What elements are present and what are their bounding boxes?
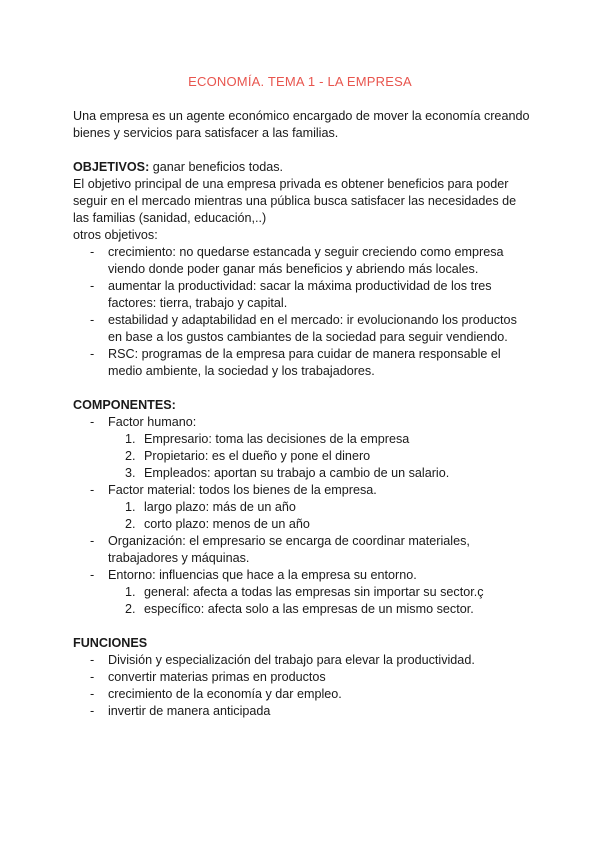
numbered-item: 2. específico: afecta solo a las empresas de un mismo sector. [125,602,474,616]
list-item-entorno: - Entorno: influencias que hace a la empresa su entorno. [73,567,533,584]
entorno-list [73,584,533,618]
objetivos-list [73,244,533,380]
document-title: ECONOMÍA. TEMA 1 - LA EMPRESA [188,74,412,89]
objetivos-heading: OBJETIVOS: [73,160,150,174]
list-item: - estabilidad y adaptabilidad en el mercado: ir evolucionando los productos en base a los gustos cambiantes de la sociedad para seguir vendiendo. [73,312,533,346]
componentes-heading: COMPONENTES: [73,398,176,412]
list-item: - convertir materias primas en productos [73,669,533,686]
otros-objetivos-label: otros objetivos: [73,228,158,242]
factor-humano-list [73,431,533,482]
numbered-item: 2. Propietario: es el dueño y pone el dinero [125,449,371,463]
objetivos-paragraph: El objetivo principal de una empresa privada es obtener beneficios para poder seguir en el mercado mientras una pública busca satisfacer las necesidades de las familias (sanidad, educación,..) [73,177,517,225]
factor-material-list [73,499,533,533]
list-item: - crecimiento de la economía y dar empleo. [73,686,533,703]
document-body [73,108,533,720]
objetivos-heading-rest: ganar beneficios todas. [149,160,284,174]
numbered-item: 1. Empresario: toma las decisiones de la empresa [125,432,410,446]
list-item: - aumentar la productividad: sacar la máxima productividad de los tres factores: tierra, trabajo y capital. [73,278,533,312]
list-item: - RSC: programas de la empresa para cuidar de manera responsable el medio ambiente, la sociedad y los trabajadores. [73,346,533,380]
numbered-item: 1. general: afecta a todas las empresas sin importar su sector.ç [125,585,484,599]
list-item-organizacion: - Organización: el empresario se encarga de coordinar materiales, trabajadores y máquinas. [73,533,533,567]
list-item: - crecimiento: no quedarse estancada y seguir creciendo como empresa viendo donde poder ganar más beneficios y abriendo más locales. [73,244,533,278]
funciones-list [73,652,533,720]
numbered-item: 3. Empleados: aportan su trabajo a cambio de un salario. [125,466,450,480]
numbered-item: 2. corto plazo: menos de un año [125,517,310,531]
list-item-factor-humano [73,414,533,431]
intro-paragraph: Una empresa es un agente económico encargado de mover la economía creando bienes y servicios para satisfacer a las familias. [73,109,530,140]
componentes-list [73,414,533,431]
numbered-item: 1. largo plazo: más de un año [125,500,296,514]
objetivos-line [73,159,533,176]
funciones-heading: FUNCIONES [73,636,148,650]
list-item: - invertir de manera anticipada [73,703,533,720]
factor-humano-label: Factor humano: [108,415,197,429]
list-item-factor-material: - Factor material: todos los bienes de la empresa. [73,482,533,499]
list-item: - División y especialización del trabajo para elevar la productividad. [73,652,533,669]
